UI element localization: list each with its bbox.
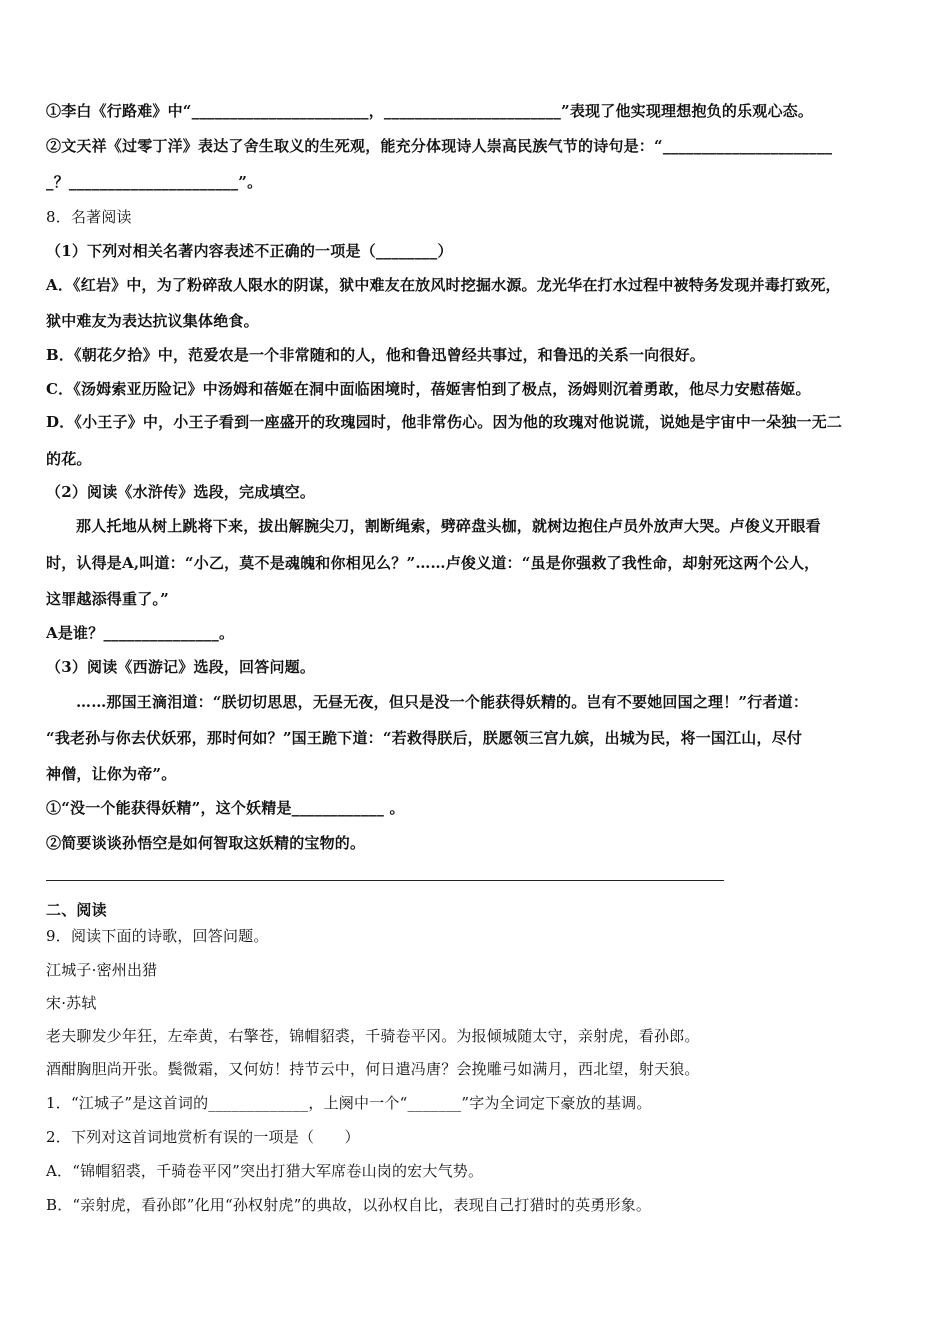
q8-sub-3: （3）阅读《西游记》选段，回答问题。 — [46, 658, 316, 676]
q8-option-c: C．《汤姆索亚历险记》中汤姆和蓓姬在洞中面临困境时，蓓姬害怕到了极点，汤姆则沉着勇敢，他尽力安慰蓓姬。 — [46, 380, 811, 398]
shuihu-question: A是谁？_______________。 — [46, 624, 235, 642]
q8-option-a-2: 狱中难友为表达抗议集体绝食。 — [46, 312, 259, 330]
poem-title: 江城子·密州出猎 — [46, 961, 158, 979]
q7-line-3: _？______________________”。 — [46, 173, 263, 191]
q9-option-b: B．“亲射虎，看孙郎”化用“孙权射虎”的典故，以孙权自比，表现自己打猎时的英勇形象。 — [46, 1196, 652, 1214]
q7-line-1: ①李白《行路难》中“_______________________，_______________________”表现了他实现理想抱负的乐观心态。 — [46, 102, 814, 120]
xiyou-passage-3: 神僧，让你为帝”。 — [46, 765, 177, 783]
poem-line-1: 老夫聊发少年狂，左牵黄，右擎苍，锦帽貂裘，千骑卷平冈。为报倾城随太守，亲射虎，看孙郎。 — [46, 1027, 700, 1045]
xiyou-question-2: ②简要谈谈孙悟空是如何智取这妖精的宝物的。 — [46, 834, 366, 852]
shuihu-passage-1: 那人托地从树上跳将下来，拔出解腕尖刀，割断绳索，劈碎盘头枷，就树边抱住卢员外放声大哭。卢俊义开眼看 — [76, 517, 821, 535]
xiyou-passage-1: ……那国王滴泪道：“朕切切思思，无昼无夜，但只是没一个能获得妖精的。岂有不要她回国之理！”行者道： — [76, 693, 809, 711]
q9-option-a: A．“锦帽貂裘，千骑卷平冈”突出打猎大军席卷山岗的宏大气势。 — [46, 1162, 484, 1180]
poem-line-2: 酒酣胸胆尚开张。鬓微霜，又何妨！持节云中，何日遣冯唐？会挽雕弓如满月，西北望，射天狼。 — [46, 1060, 700, 1078]
q7-line-2: ②文天祥《过零丁洋》表达了舍生取义的生死观，能充分体现诗人崇高民族气节的诗句是：“______________________ — [46, 137, 833, 155]
q8-sub-2: （2）阅读《水浒传》选段，完成填空。 — [46, 483, 316, 501]
q8-title: 8．名著阅读 — [46, 208, 132, 226]
section-title: 二、阅读 — [46, 901, 107, 919]
q8-option-a-1: A．《红岩》中，为了粉碎敌人限水的阴谋，狱中难友在放风时挖掘水源。龙光华在打水过程中被特务发现并毒打致死， — [46, 276, 841, 294]
answer-line — [46, 880, 724, 881]
q9-question-2: 2．下列对这首词地赏析有误的一项是（ ） — [46, 1128, 360, 1146]
poem-author: 宋·苏轼 — [46, 994, 97, 1012]
shuihu-passage-2: 时，认得是A,叫道：“小乙，莫不是魂魄和你相见么？”……卢俊义道：“虽是你强救了我性命，却射死这两个公人， — [46, 554, 820, 572]
xiyou-question-1: ①“没一个能获得妖精”，这个妖精是____________ 。 — [46, 799, 405, 817]
q9-question-1: 1．“江城子”是这首词的_____________，上阕中一个“_______”字为全词定下豪放的基调。 — [46, 1094, 652, 1112]
q8-option-d-2: 的花。 — [46, 450, 92, 468]
q8-option-b: B．《朝花夕拾》中，范爱农是一个非常随和的人，他和鲁迅曾经共事过，和鲁迅的关系一向很好。 — [46, 346, 705, 364]
q8-sub-1: （1）下列对相关名著内容表述不正确的一项是（________） — [46, 242, 453, 260]
q8-option-d-1: D．《小王子》中，小王子看到一座盛开的玫瑰园时，他非常伤心。因为他的玫瑰对他说谎，说她是宇宙中一朵独一无二 — [46, 413, 843, 431]
xiyou-passage-2: “我老孙与你去伏妖邪，那时何如？”国王跪下道：“若救得朕后，朕愿领三宫九嫔，出城为民，将一国江山，尽付 — [46, 729, 803, 747]
q9-title: 9．阅读下面的诗歌，回答问题。 — [46, 927, 269, 945]
shuihu-passage-3: 这罪越添得重了。” — [46, 590, 169, 608]
